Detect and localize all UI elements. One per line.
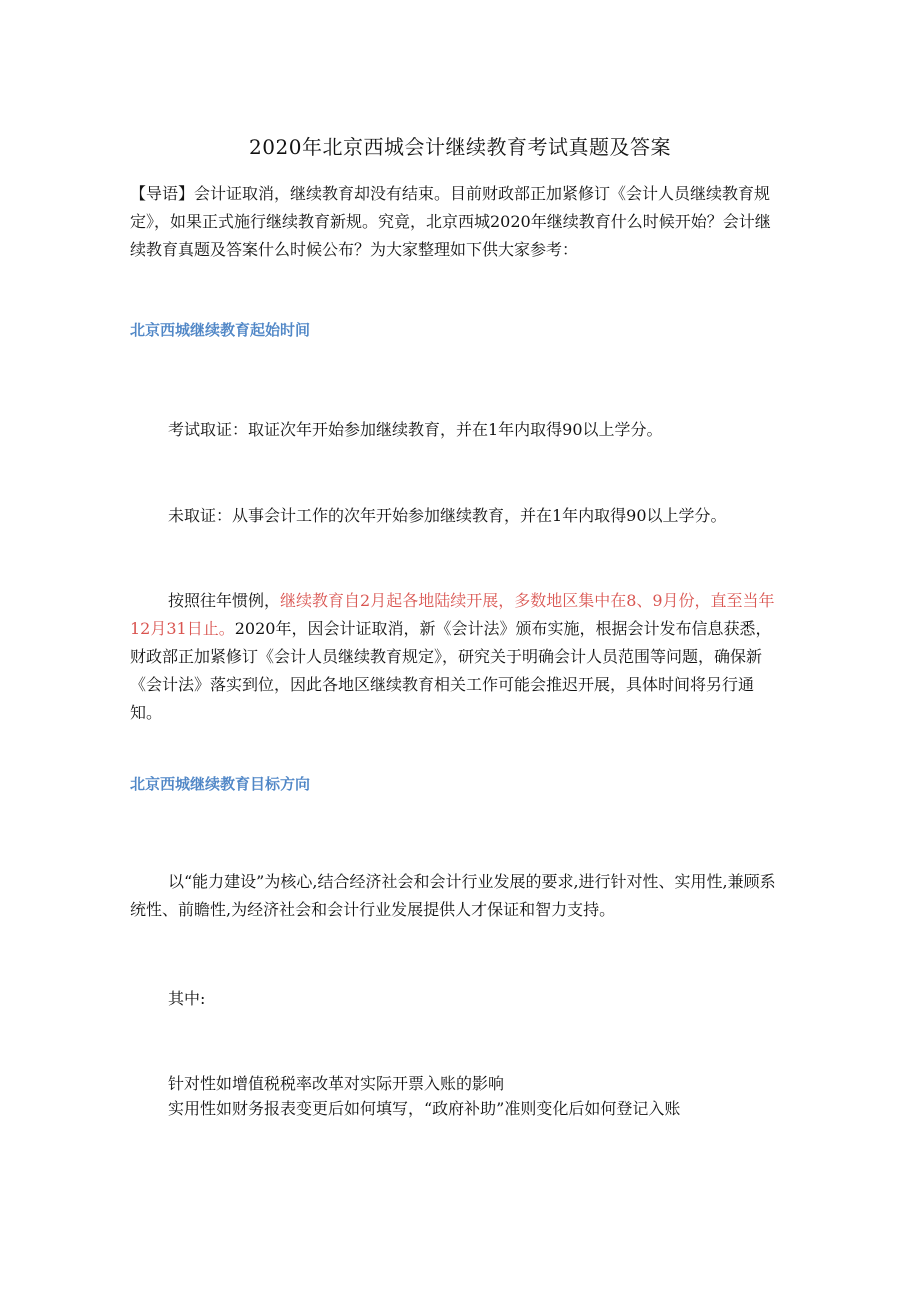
schedule-rest-text: 2020年，因会计证取消，新《会计法》颁布实施，根据会计发布信息获悉，财政部正加紧修订《会计人员继续教育规定》，研究关于明确会计人员范围等问题，确保新《会计法》落实到位，因此各地区继续教育相关工作可能会推迟开展，具体时间将另行通知。 <box>130 619 772 722</box>
paragraph-among: 其中: <box>168 989 206 1008</box>
paragraph-not-certified: 未取证：从事会计工作的次年开始参加继续教育，并在1年内取得90以上学分。 <box>168 506 727 525</box>
intro-paragraph: 【导语】会计证取消，继续教育却没有结束。目前财政部正加紧修订《会计人员继续教育规定》，如果正式施行继续教育新规。究竟，北京西城2020年继续教育什么时候开始？会计继续教育真题及答案什么时候公布？为大家整理如下供大家参考： <box>130 184 771 259</box>
paragraph-practical: 实用性如财务报表变更后如何填写，“政府补助”准则变化后如何登记入账 <box>168 1099 681 1118</box>
paragraph-schedule <box>130 587 780 727</box>
schedule-highlight-text: 继续教育自2月起各地陆续开展，多数地区集中在8、9月份，直至当年12月31日止。 <box>130 591 775 638</box>
section-heading-goal: 北京西城继续教育目标方向 <box>130 775 311 793</box>
schedule-lead-text: 按照往年惯例， <box>168 591 281 610</box>
document-title: 2020年北京西城会计继续教育考试真题及答案 <box>249 135 671 159</box>
section-heading-start-time: 北京西城继续教育起始时间 <box>130 321 311 339</box>
paragraph-goal: 以“能力建设”为核心,结合经济社会和会计行业发展的要求,进行针对性、实用性,兼顾系统性、前瞻性,为经济社会和会计行业发展提供人才保证和智力支持。 <box>130 872 776 919</box>
paragraph-targeted: 针对性如增值税税率改革对实际开票入账的影响 <box>168 1074 505 1093</box>
paragraph-exam-certified: 考试取证：取证次年开始参加继续教育，并在1年内取得90以上学分。 <box>168 420 663 439</box>
